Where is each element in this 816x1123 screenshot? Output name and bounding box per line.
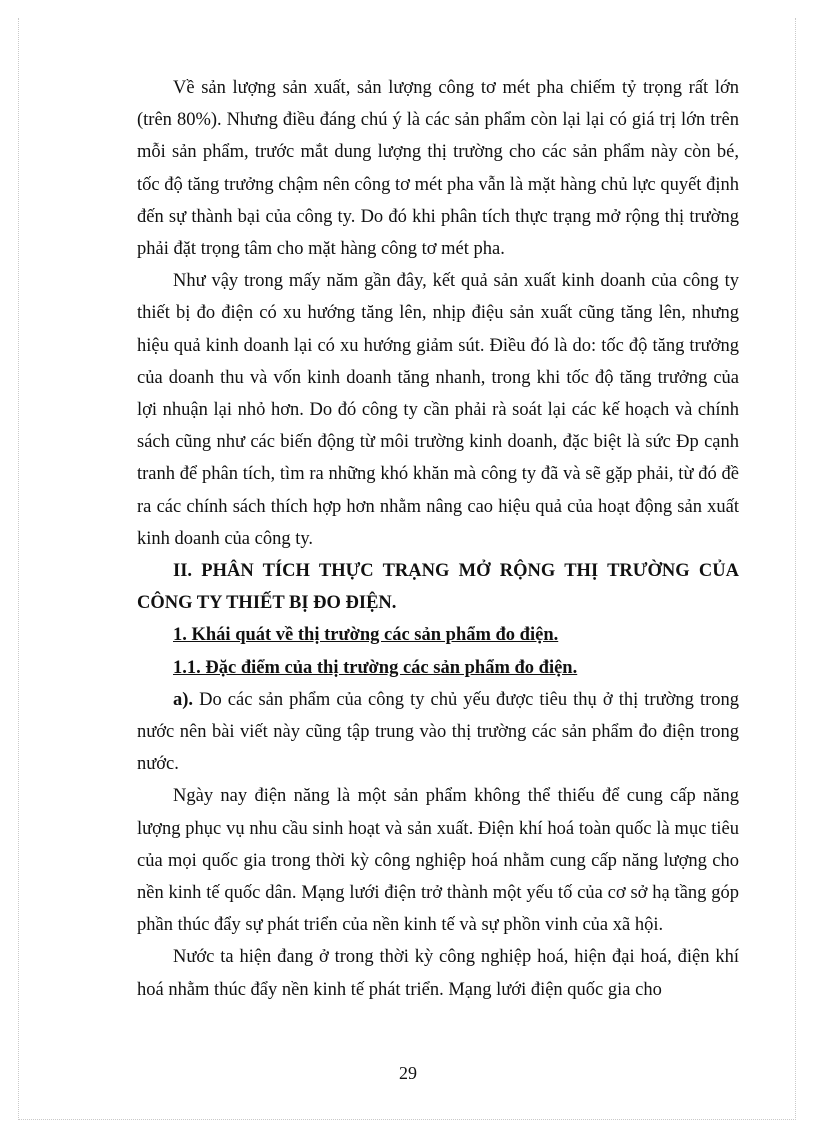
- paragraph-production-share: Về sản lượng sản xuất, sản lượng công tơ mét pha chiếm tỷ trọng rất lớn (trên 80%). Nhưng điều đáng chú ý là các sản phẩm còn lại lại có giá trị lớn trên mỗi sản phẩm, trước mắt dung lượng thị trường cho các sản phẩm này còn bé, tốc độ tăng trưởng chậm nên công tơ mét pha vẫn là mặt hàng chủ lực quyết định đến sự thành bại của công ty. Do đó khi phân tích thực trạng mở rộng thị trường phải đặt trọng tâm cho mặt hàng công tơ mét pha.: [137, 78, 739, 260]
- page-number: 29: [399, 1063, 417, 1083]
- section-heading: II. PHÂN TÍCH THỰC TRẠNG MỞ RỘNG THỊ TRƯỜNG CỦA CÔNG TY THIẾT BỊ ĐO ĐIỆN.: [137, 561, 739, 614]
- item-a-label: a).: [173, 689, 194, 710]
- subheading-market-overview: 1. Khái quát về thị trường các sản phẩm đo điện.: [173, 625, 559, 646]
- paragraph-industrialization: Nước ta hiện đang ở trong thời kỳ công nghiệp hoá, hiện đại hoá, điện khí hoá nhằm thúc đẩy nền kinh tế phát triển. Mạng lưới điện quốc gia cho: [137, 947, 739, 1000]
- paragraph-electricity: Ngày nay điện năng là một sản phẩm không thể thiếu để cung cấp năng lượng phục vụ nhu cầu sinh hoạt và sản xuất. Điện khí hoá toàn quốc là mục tiêu của mọi quốc gia trong thời kỳ công nghiệp hoá nhằm cung cấp năng lượng cho nền kinh tế quốc dân. Mạng lưới điện trở thành một yếu tố của cơ sở hạ tầng góp phần thúc đẩy sự phát triển của nền kinh tế và sự phồn vinh của xã hội.: [137, 786, 739, 936]
- paragraph-business-results: Như vậy trong mấy năm gần đây, kết quả sản xuất kinh doanh của công ty thiết bị đo điện có xu hướng tăng lên, nhịp điệu sản xuất cũng tăng lên, nhưng hiệu quả kinh doanh lại có xu hướng giảm sút. Điều đó là do: tốc độ tăng trưởng của doanh thu và vốn kinh doanh tăng nhanh, trong khi tốc độ tăng trưởng của lợi nhuận lại nhỏ hơn. Do đó công ty cần phải rà soát lại các kế hoạch và chính sách cũng như các biến động từ môi trường kinh doanh, đặc biệt là sức Ðp cạnh tranh để phân tích, tìm ra những khó khăn mà công ty đã và sẽ gặp phải, từ đó đề ra các chính sách thích hợp hơn nhằm nâng cao hiệu quả của hoạt động sản xuất kinh doanh của công ty.: [137, 271, 739, 549]
- paragraph-item-a: [137, 684, 739, 781]
- item-a-text: Do các sản phẩm của công ty chủ yếu được tiêu thụ ở thị trường trong nước nên bài viết này cũng tập trung vào thị trường các sản phẩm đo điện trong nước.: [137, 689, 739, 775]
- document-body: [137, 72, 739, 1006]
- subheading-market-characteristics: 1.1. Đặc điểm của thị trường các sản phẩm đo điện.: [173, 657, 578, 678]
